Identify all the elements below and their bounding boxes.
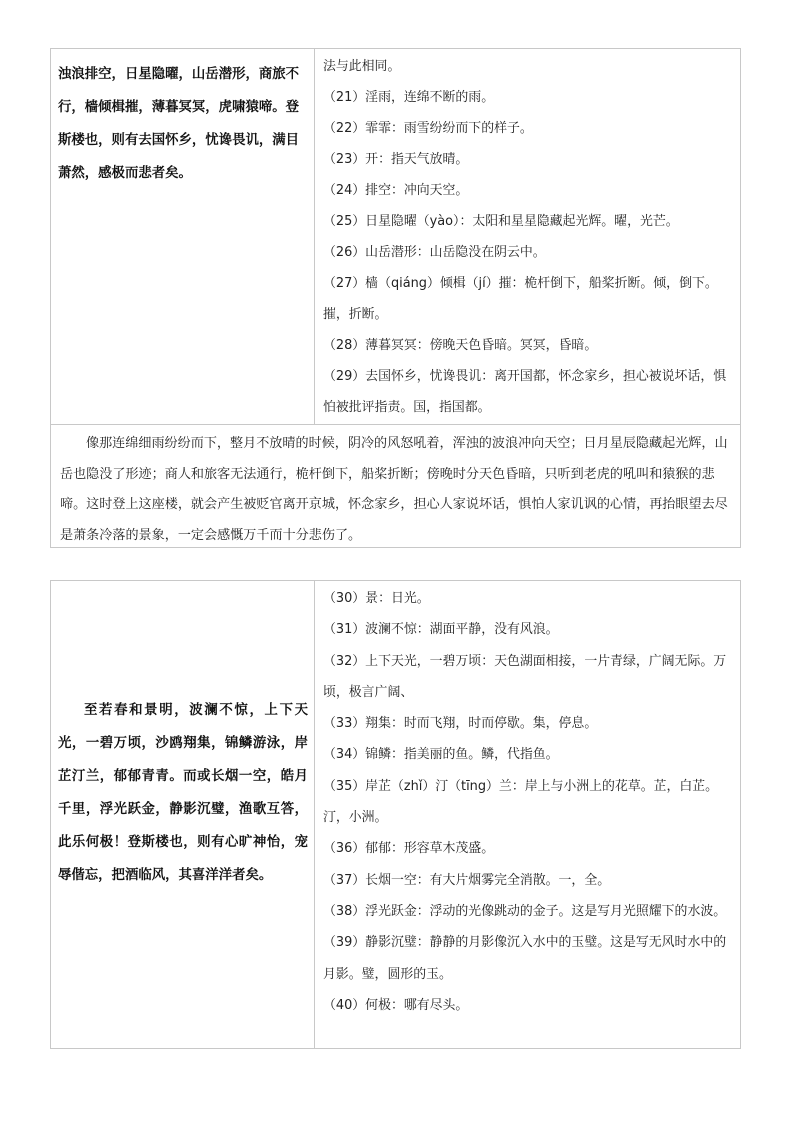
note-item: （29）去国怀乡，忧谗畏讥：离开国都，怀念家乡，担心被说坏话，惧怕被批评指责。国，指国都。 — [323, 369, 727, 415]
note-item: （31）波澜不惊：湖面平静，没有风浪。 — [323, 622, 559, 638]
note-item: （32）上下天光，一碧万顷：天色湖面相接，一片青绿，广阔无际。万顷，极言广阔、 — [323, 653, 727, 700]
note-item: （35）岸芷（zhǐ）汀（tīng）兰：岸上与小洲上的花草。芷，白芷。汀，小洲。 — [323, 778, 719, 826]
translation-text: 像那连绵细雨纷纷而下，整月不放晴的时候，阴冷的风怒吼着，浑浊的波浪冲向天空；日月星辰隐藏起光辉，山岳也隐没了形迹；商人和旅客无法通行，桅杆倒下，船桨折断；傍晚时分天色昏暗，只听到老虎的吼叫和猿猴的悲啼。这时登上这座楼，就会产生被贬官离开京城，怀念家乡，担心人家说坏话，惧怕人家讥讽的心情，再抬眼望去尽是萧条冷落的景象，一定会感慨万千而十分悲伤了。 — [60, 436, 728, 543]
notes-list — [315, 49, 740, 423]
annotation-table-1 — [50, 48, 741, 548]
annotation-table-2 — [50, 580, 741, 1049]
note-item: （22）霏霏：雨雪纷纷而下的样子。 — [323, 121, 533, 136]
notes-cell — [315, 49, 740, 424]
note-item: （26）山岳潜形：山岳隐没在阴云中。 — [323, 245, 546, 260]
note-item: （33）翔集：时而飞翔，时而停歇。集，停息。 — [323, 716, 598, 732]
note-item: （40）何极：哪有尽头。 — [323, 997, 469, 1013]
notes-list — [315, 581, 740, 1021]
notes-cell — [315, 581, 740, 1048]
original-text: 浊浪排空，日星隐曜，山岳潜形，商旅不行，樯倾楫摧，薄暮冥冥，虎啸猿啼。登斯楼也，则有去国怀乡，忧谗畏讥，满目萧然，感极而悲者矣。 — [58, 67, 300, 181]
note-item: （36）郁郁：形容草木茂盛。 — [323, 841, 495, 857]
note-item: （25）日星隐曜（yào）：太阳和星星隐藏起光辉。曜，光芒。 — [323, 214, 679, 229]
note-item: （30）景：日光。 — [323, 591, 430, 606]
original-text-cell — [51, 49, 315, 424]
note-item: （34）锦鳞：指美丽的鱼。鳞，代指鱼。 — [323, 747, 559, 763]
original-text: 至若春和景明，波澜不惊，上下天光，一碧万顷，沙鸥翔集，锦鳞游泳，岸芷汀兰，郁郁青青。而或长烟一空，皓月千里，浮光跃金，静影沉璧，渔歌互答，此乐何极！登斯楼也，则有心旷神怡，宠辱偕忘，把酒临风，其喜洋洋者矣。 — [58, 703, 308, 883]
note-item: （37）长烟一空：有大片烟雾完全消散。一，全。 — [323, 872, 611, 888]
note-item: （23）开：指天气放晴。 — [323, 152, 469, 167]
note-item: （38）浮光跃金：浮动的光像跳动的金子。这是写月光照耀下的水波。 — [323, 903, 727, 919]
note-item: （28）薄暮冥冥：傍晚天色昏暗。冥冥，昏暗。 — [323, 338, 598, 353]
note-item: 法与此相同。 — [323, 59, 401, 74]
note-item: （24）排空：冲向天空。 — [323, 183, 469, 198]
original-text-cell — [51, 581, 315, 1048]
note-item: （21）淫雨，连绵不断的雨。 — [323, 90, 495, 105]
note-item: （39）静影沉璧：静静的月影像沉入水中的玉璧。这是写无风时水中的月影。璧，圆形的玉。 — [323, 935, 727, 982]
note-item: （27）樯（qiáng）倾楫（jí）摧：桅杆倒下，船桨折断。倾，倒下。摧，折断。 — [323, 276, 718, 322]
